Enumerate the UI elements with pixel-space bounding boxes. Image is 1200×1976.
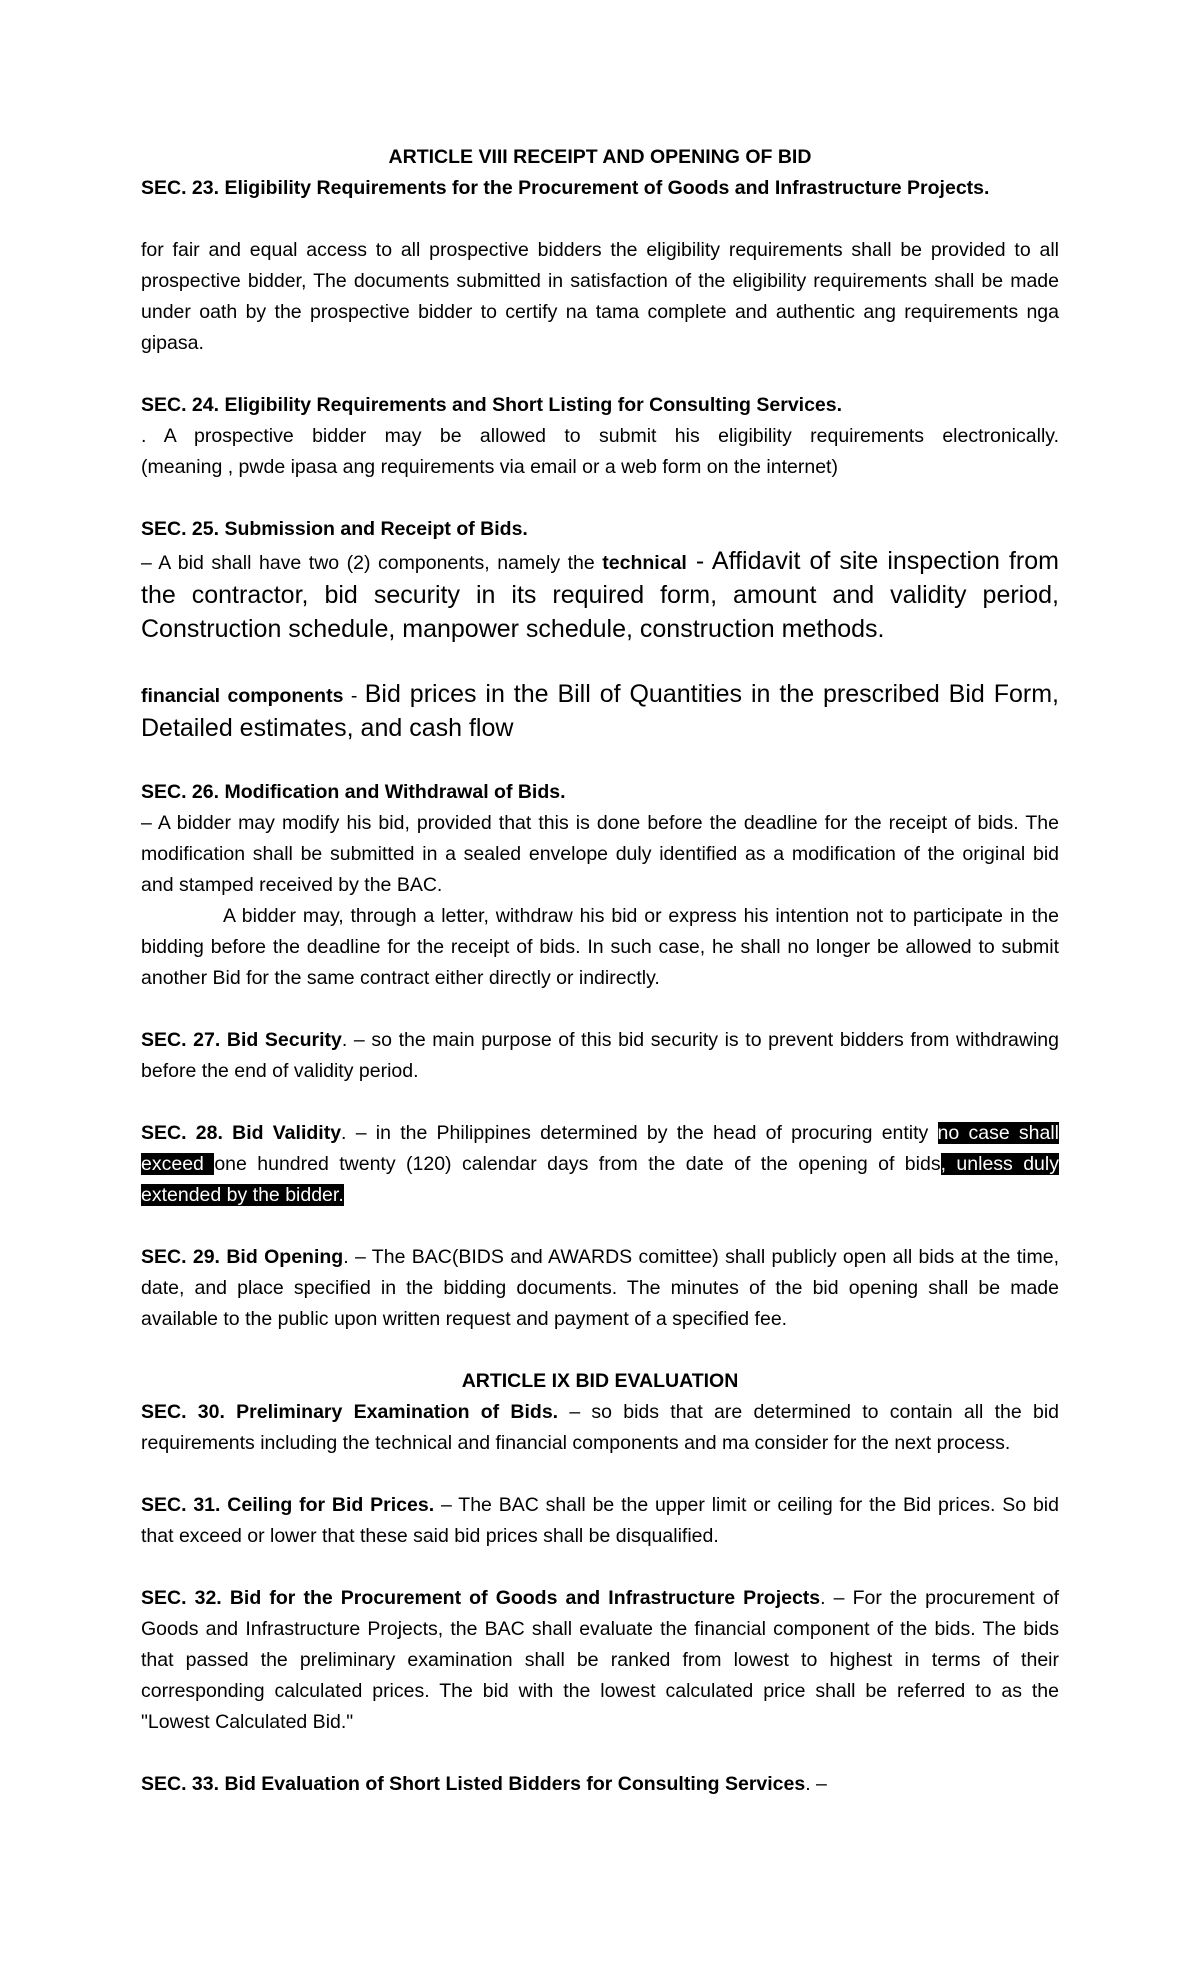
sec25-technical-sep: - — [686, 547, 712, 575]
sec28-paragraph — [141, 1118, 1059, 1211]
sec27-body: . – so the main purpose of this bid security is to prevent bidders from withdrawing before the end of validity period. — [141, 1029, 1059, 1082]
sec30-body: – so bids that are determined to contain all the bid requirements including the technical and financial components and ma consider for the next process. — [141, 1401, 1060, 1454]
sec25-technical-paragraph — [141, 545, 1059, 647]
sec33-label: SEC. 33. — [141, 1773, 220, 1795]
sec23-body: for fair and equal access to all prospective bidders the eligibility requirements shall be provided to all prospective bidder, The documents submitted in satisfaction of the eligibility requirements shall be made under oath by the prospective bidder to certify na tama complete and authentic ang requirements nga gipasa. — [141, 239, 1059, 354]
sec27-paragraph — [141, 1025, 1059, 1087]
sec24-heading: SEC. 24. Eligibility Requirements and Short Listing for Consulting Services. — [141, 394, 843, 416]
sec29-body: . – The BAC(BIDS and AWARDS comittee) shall publicly open all bids at the time, date, and place specified in the bidding documents. The minutes of the bid opening shall be made available to the public upon written request and payment of a specified fee. — [141, 1246, 1059, 1330]
sec28-body: . – in the Philippines determined by the head of procuring entity — [341, 1122, 938, 1144]
sec25-lead: – A bid shall have two (2) components, namely the — [141, 552, 603, 574]
sec27-label: SEC. 27. — [141, 1029, 221, 1051]
sec28-title: Bid Validity — [232, 1122, 342, 1144]
sec33-title: Bid Evaluation of Short Listed Bidders for Consulting Services — [224, 1773, 806, 1795]
article-ix-title: ARTICLE IX BID EVALUATION — [461, 1370, 739, 1392]
sec29-label: SEC. 29. — [141, 1246, 220, 1268]
sec32-label: SEC. 32. — [141, 1587, 222, 1609]
sec25-financial-body: Bid prices in the Bill of Quantities in the prescribed Bid Form, Detailed estimates, and cash flow — [141, 680, 1059, 742]
sec29-paragraph — [141, 1242, 1059, 1335]
sec30-label: SEC. 30. — [141, 1401, 225, 1423]
sec25-technical-body: Affidavit of site inspection from the contractor, bid security in its required form, amount and validity period, Construction schedule, manpower schedule, construction methods. — [141, 547, 1059, 643]
sec30-title: Preliminary Examination of Bids. — [236, 1401, 559, 1423]
sec28-highlight-1: no case shall exceed — [141, 1122, 1060, 1175]
sec26-body-2: A bidder may, through a letter, withdraw his bid or express his intention not to participate in the bidding before the deadline for the receipt of bids. In such case, he shall no longer be allowed to submit another Bid for the same contract either directly or indirectly. — [141, 905, 1059, 989]
sec28-highlight-2: , unless duly extended by the bidder. — [141, 1153, 1059, 1206]
sec28-body-2: one hundred twenty (120) calendar days from the date of the opening of bids — [214, 1153, 941, 1175]
sec31-body: – The BAC shall be the upper limit or ceiling for the Bid prices. So bid that exceed or lower that these said bid prices shall be disqualified. — [141, 1494, 1059, 1547]
sec25-heading: SEC. 25. Submission and Receipt of Bids. — [141, 518, 528, 540]
sec25-financial-paragraph — [141, 678, 1059, 746]
sec26-body-1: – A bidder may modify his bid, provided that this is done before the deadline for the receipt of bids. The modification shall be submitted in a sealed envelope duly identified as a modification of the original bid and stamped received by the BAC. — [141, 812, 1059, 896]
sec25-financial-sep: - — [343, 685, 365, 707]
sec32-paragraph — [141, 1583, 1059, 1738]
sec26-heading: SEC. 26. Modification and Withdrawal of Bids. — [141, 781, 566, 803]
sec29-title: Bid Opening — [226, 1246, 344, 1268]
sec32-body: . – For the procurement of Goods and Infrastructure Projects, the BAC shall evaluate the financial component of the bids. The bids that passed the preliminary examination shall be ranked from lowest to highest in terms of their corresponding calculated prices. The bid with the lowest calculated price shall be referred to as the "Lowest Calculated Bid." — [141, 1587, 1059, 1733]
sec25-technical-label: technical — [602, 552, 687, 574]
sec27-title: Bid Security — [226, 1029, 342, 1051]
sec24-body-2: (meaning , pwde ipasa ang requirements via email or a web form on the internet) — [141, 456, 838, 478]
sec25-financial-label: financial components — [141, 685, 344, 707]
sec30-paragraph — [141, 1397, 1059, 1459]
sec31-paragraph — [141, 1490, 1059, 1552]
sec32-title: Bid for the Procurement of Goods and Infrastructure Projects — [229, 1587, 821, 1609]
sec33-body: . – — [805, 1773, 827, 1795]
sec24-body-1: . A prospective bidder may be allowed to submit his eligibility requirements electronically. — [141, 425, 1059, 447]
sec23-heading: SEC. 23. Eligibility Requirements for the Procurement of Goods and Infrastructure Projects. — [141, 177, 990, 199]
sec31-label: SEC. 31. Ceiling for Bid Prices. — [141, 1494, 435, 1516]
sec28-label: SEC. 28. — [141, 1122, 223, 1144]
sec33-paragraph — [141, 1769, 1059, 1800]
article-viii-title: ARTICLE VIII RECEIPT AND OPENING OF BID — [388, 146, 812, 168]
document-body — [141, 142, 1059, 1800]
